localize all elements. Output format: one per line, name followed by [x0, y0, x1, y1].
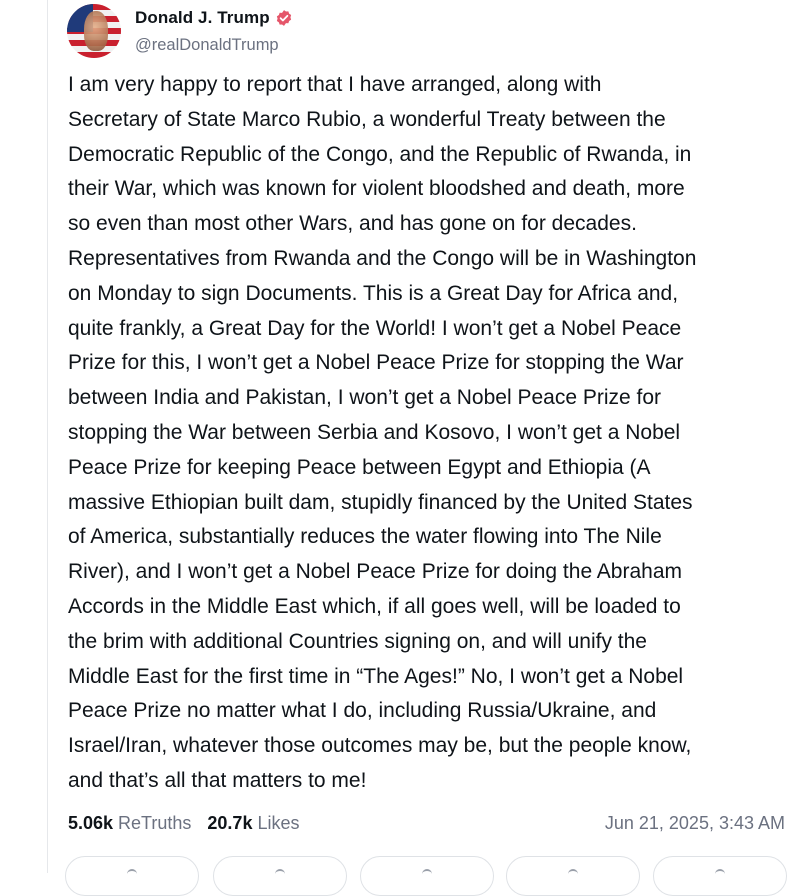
engagement-stats [68, 810, 299, 836]
retruth-icon [275, 869, 285, 875]
post-line: Democratic Republic of the Congo, and the Republic of Rwanda, in [68, 142, 692, 166]
retruths-label[interactable]: ReTruths [118, 812, 192, 833]
like-button[interactable] [360, 856, 494, 896]
post-line: so even than most other Wars, and has gone on for decades. [68, 212, 637, 236]
avatar-portrait [84, 11, 108, 51]
post-line: River), and I won’t get a Nobel Peace Prize for doing the Abraham [68, 560, 683, 584]
post-line: and that’s all that matters to me! [68, 768, 367, 792]
left-divider [47, 0, 48, 873]
post-timestamp[interactable]: Jun 21, 2025, 3:43 AM [604, 813, 785, 833]
bookmark-button[interactable] [506, 856, 640, 896]
post-line: stopping the War between Serbia and Kosovo, I won’t get a Nobel [68, 420, 681, 444]
reply-icon [127, 869, 137, 875]
like-icon [422, 869, 432, 875]
likes-count[interactable]: 20.7k [207, 812, 253, 833]
post-line: I am very happy to report that I have arranged, along with [68, 73, 602, 96]
post-line: Secretary of State Marco Rubio, a wonderful Treaty between the [68, 107, 666, 131]
post-line: the brim with additional Countries signing on, and will unify the [68, 629, 647, 653]
share-button[interactable] [653, 856, 787, 896]
post-line: Peace Prize for keeping Peace between Egypt and Ethiopia (A [68, 455, 651, 479]
bookmark-icon [568, 869, 578, 875]
action-bar [65, 856, 801, 896]
post-line: Israel/Iran, whatever those outcomes may be, but the people know, [68, 734, 692, 758]
share-icon [715, 869, 725, 875]
post-line: Accords in the Middle East which, if all goes well, will be loaded to [68, 594, 681, 618]
display-name[interactable]: Donald J. Trump [135, 8, 270, 27]
post-line: of America, substantially reduces the water flowing into The Nile [68, 525, 662, 549]
author-name-row [135, 7, 293, 29]
avatar[interactable] [67, 4, 121, 58]
post-line: on Monday to sign Documents. This is a Great Day for Africa and, [68, 281, 679, 305]
post-line: their War, which was known for violent bloodshed and death, more [68, 177, 685, 201]
post-text [68, 68, 792, 799]
post-line: quite frankly, a Great Day for the World! I won’t get a Nobel Peace [68, 316, 682, 340]
retruth-button[interactable] [213, 856, 347, 896]
likes-label[interactable]: Likes [257, 812, 300, 833]
post-line: Representatives from Rwanda and the Congo will be in Washington [68, 246, 697, 270]
post-line: massive Ethiopian built dam, stupidly financed by the United States [68, 490, 693, 514]
verified-badge-icon [275, 9, 293, 27]
post-line: Middle East for the first time in “The Ages!” No, I won’t get a Nobel [68, 664, 684, 688]
retruths-count[interactable]: 5.06k [68, 812, 114, 833]
post-line: Prize for this, I won’t get a Nobel Peace Prize for stopping the War [68, 351, 684, 375]
reply-button[interactable] [65, 856, 199, 896]
post-line: Peace Prize no matter what I do, including Russia/Ukraine, and [68, 699, 657, 723]
author-handle[interactable]: @realDonaldTrump [135, 36, 279, 54]
post-line: between India and Pakistan, I won’t get a Nobel Peace Prize for [68, 386, 662, 410]
